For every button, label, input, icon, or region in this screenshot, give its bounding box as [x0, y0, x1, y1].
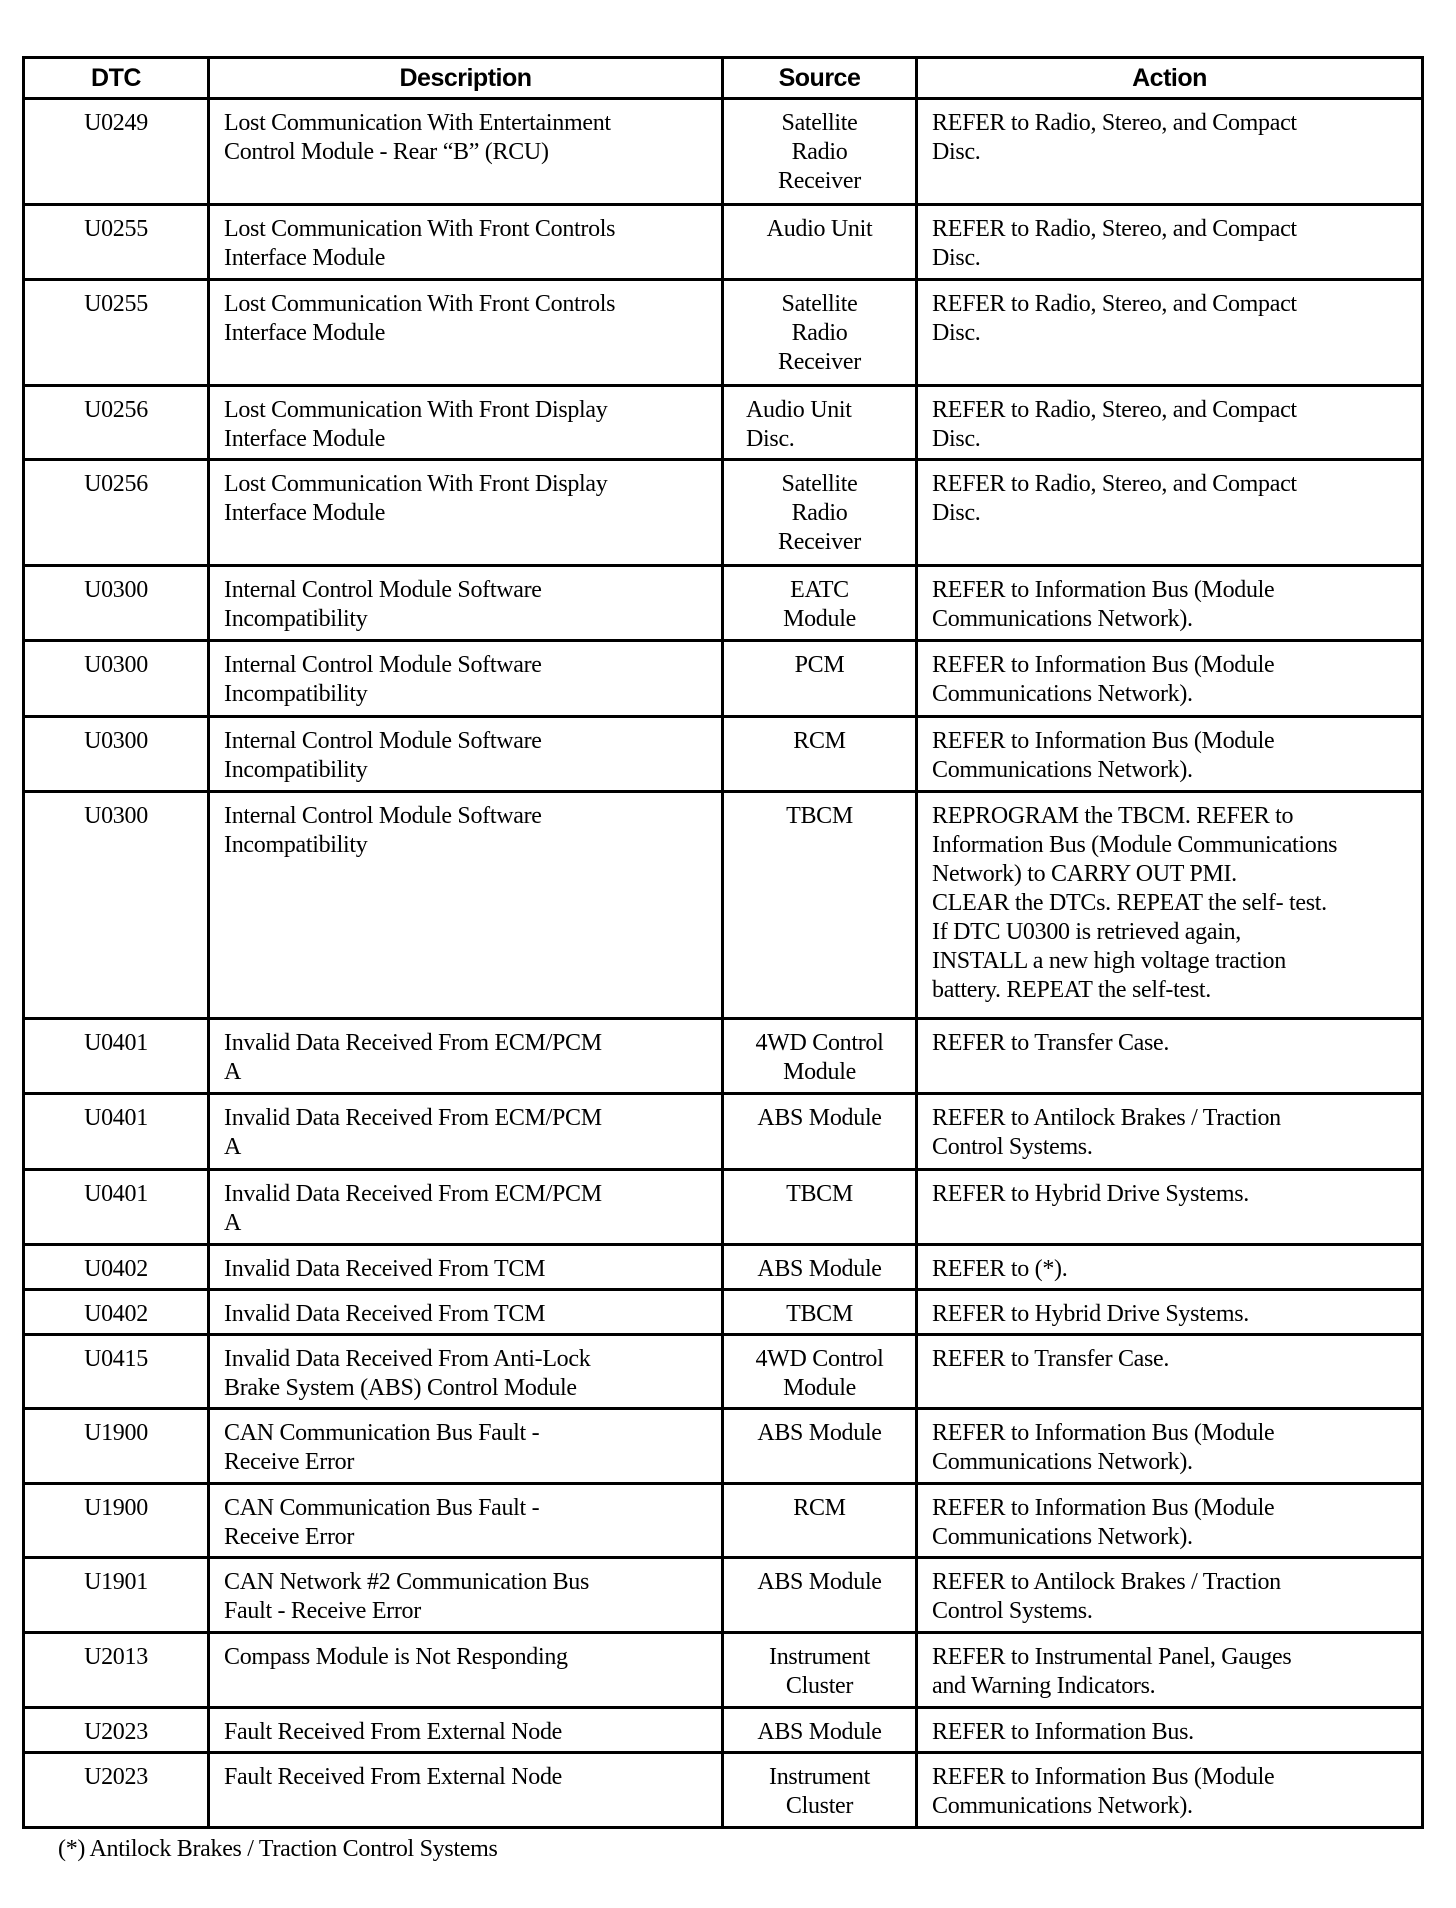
- table-row: [24, 717, 1423, 792]
- source-cell-line: 4WD Control: [755, 1346, 884, 1372]
- table-row: [24, 641, 1423, 717]
- description-cell-line: Internal Control Module Software: [224, 577, 542, 603]
- dtc-cell-line: U0300: [84, 652, 148, 678]
- table-row: [24, 1170, 1423, 1245]
- source-cell-line: Module: [783, 606, 856, 632]
- source-cell: [723, 792, 917, 1019]
- source-cell: [723, 1290, 917, 1335]
- dtc-cell: [24, 1245, 209, 1290]
- table-row: [24, 1633, 1423, 1708]
- description-cell-line: Incompatibility: [224, 757, 368, 783]
- source-cell: [723, 1019, 917, 1094]
- action-cell-line: battery. REPEAT the self-test.: [932, 977, 1211, 1003]
- dtc-cell: [24, 386, 209, 460]
- dtc-cell-line: U0402: [84, 1301, 148, 1327]
- dtc-cell: [24, 1335, 209, 1409]
- dtc-cell: [24, 460, 209, 566]
- dtc-cell-line: U1900: [84, 1420, 148, 1446]
- source-cell: [723, 386, 917, 460]
- action-cell: [917, 1558, 1423, 1633]
- dtc-cell-line: U0300: [84, 728, 148, 754]
- dtc-cell-line: U0401: [84, 1105, 148, 1131]
- source-cell-line: Instrument: [769, 1644, 870, 1670]
- description-cell-line: Fault Received From External Node: [224, 1719, 563, 1745]
- action-cell-line: Communications Network).: [932, 1449, 1193, 1475]
- action-cell-line: REFER to Instrumental Panel, Gauges: [932, 1644, 1292, 1670]
- action-cell-line: Communications Network).: [932, 757, 1193, 783]
- description-cell-line: Lost Communication With Front Controls: [224, 291, 616, 317]
- dtc-cell-line: U0401: [84, 1181, 148, 1207]
- table-body: [24, 99, 1423, 1828]
- description-cell-line: Lost Communication With Entertainment: [224, 110, 611, 136]
- source-cell-line: ABS Module: [757, 1105, 882, 1131]
- description-cell-line: Invalid Data Received From TCM: [224, 1301, 546, 1327]
- source-cell-line: 4WD Control: [755, 1030, 884, 1056]
- action-cell: [917, 1753, 1423, 1828]
- action-cell: [917, 1094, 1423, 1170]
- description-cell: [209, 1484, 723, 1558]
- source-cell-line: PCM: [794, 652, 845, 678]
- source-cell: [723, 1558, 917, 1633]
- action-cell-line: Disc.: [932, 320, 981, 346]
- table-row: [24, 792, 1423, 1019]
- dtc-cell-line: U2023: [84, 1764, 148, 1790]
- description-cell-line: Incompatibility: [224, 681, 368, 707]
- source-cell-line: Receiver: [778, 529, 861, 555]
- action-cell-line: Control Systems.: [932, 1134, 1093, 1160]
- action-cell: [917, 1484, 1423, 1558]
- description-cell-line: Invalid Data Received From ECM/PCM: [224, 1105, 602, 1131]
- action-cell-line: INSTALL a new high voltage traction: [932, 948, 1286, 974]
- source-cell-line: RCM: [793, 728, 846, 754]
- action-cell: [917, 1633, 1423, 1708]
- dtc-cell: [24, 792, 209, 1019]
- description-cell-line: Invalid Data Received From TCM: [224, 1256, 546, 1282]
- dtc-cell-line: U0249: [84, 110, 148, 136]
- table-row: [24, 460, 1423, 566]
- source-cell-line: TBCM: [786, 1301, 853, 1327]
- source-cell: [723, 1094, 917, 1170]
- table-row: [24, 1708, 1423, 1753]
- table-row: [24, 1753, 1423, 1828]
- action-cell-line: Disc.: [932, 426, 981, 452]
- source-cell-line: ABS Module: [757, 1719, 882, 1745]
- action-cell-line: REFER to Radio, Stereo, and Compact: [932, 216, 1297, 242]
- source-cell-line: ABS Module: [757, 1569, 882, 1595]
- dtc-cell-line: U1901: [84, 1569, 148, 1595]
- dtc-cell: [24, 280, 209, 386]
- source-cell: [723, 717, 917, 792]
- action-cell-line: REFER to Information Bus (Module: [932, 652, 1275, 678]
- dtc-cell: [24, 566, 209, 641]
- action-cell-line: REFER to Information Bus (Module: [932, 577, 1275, 603]
- dtc-cell-line: U0401: [84, 1030, 148, 1056]
- dtc-cell-line: U0256: [84, 471, 148, 497]
- action-cell-line: Network) to CARRY OUT PMI.: [932, 861, 1237, 887]
- action-cell-line: REFER to Radio, Stereo, and Compact: [932, 397, 1297, 423]
- description-cell: [209, 1170, 723, 1245]
- description-cell: [209, 566, 723, 641]
- dtc-cell-line: U0415: [84, 1346, 148, 1372]
- description-cell-line: Lost Communication With Front Display: [224, 471, 608, 497]
- dtc-cell: [24, 717, 209, 792]
- dtc-cell: [24, 1290, 209, 1335]
- dtc-cell-line: U2013: [84, 1644, 148, 1670]
- action-cell: [917, 1409, 1423, 1484]
- source-cell-line: Module: [783, 1375, 856, 1401]
- table-row: [24, 1484, 1423, 1558]
- description-cell-line: Incompatibility: [224, 832, 368, 858]
- description-cell-line: A: [224, 1210, 242, 1236]
- description-cell: [209, 99, 723, 205]
- dtc-cell: [24, 1558, 209, 1633]
- table-row: [24, 205, 1423, 280]
- source-cell-line: Radio: [791, 139, 848, 165]
- dtc-table: [22, 56, 1424, 1829]
- action-cell: [917, 1019, 1423, 1094]
- table-row: [24, 1245, 1423, 1290]
- action-cell-line: Disc.: [932, 139, 981, 165]
- description-cell: [209, 1019, 723, 1094]
- action-cell: [917, 1708, 1423, 1753]
- source-cell-line: Cluster: [785, 1673, 854, 1699]
- dtc-cell: [24, 1409, 209, 1484]
- action-cell-line: REFER to (*).: [932, 1256, 1068, 1282]
- source-cell: [723, 460, 917, 566]
- dtc-cell: [24, 205, 209, 280]
- action-cell-line: Information Bus (Module Communications: [932, 832, 1338, 858]
- description-cell-line: Incompatibility: [224, 606, 368, 632]
- description-cell-line: CAN Communication Bus Fault -: [224, 1495, 540, 1521]
- description-cell: [209, 641, 723, 717]
- action-cell-line: REFER to Information Bus (Module: [932, 1764, 1275, 1790]
- description-cell: [209, 1753, 723, 1828]
- header-dtc: DTC: [24, 58, 209, 99]
- source-cell: [723, 641, 917, 717]
- description-cell-line: Control Module - Rear “B” (RCU): [224, 139, 549, 165]
- action-cell: [917, 99, 1423, 205]
- description-cell: [209, 1558, 723, 1633]
- source-cell: [723, 1245, 917, 1290]
- dtc-cell-line: U0255: [84, 216, 148, 242]
- description-cell: [209, 1335, 723, 1409]
- description-cell-line: CAN Communication Bus Fault -: [224, 1420, 540, 1446]
- table-row: [24, 1019, 1423, 1094]
- header-row: [24, 58, 1423, 99]
- table-row: [24, 1335, 1423, 1409]
- source-cell-line: Instrument: [769, 1764, 870, 1790]
- action-cell-line: If DTC U0300 is retrieved again,: [932, 919, 1241, 945]
- table-row: [24, 386, 1423, 460]
- source-cell: [723, 1335, 917, 1409]
- description-cell-line: Brake System (ABS) Control Module: [224, 1375, 577, 1401]
- description-cell-line: Internal Control Module Software: [224, 728, 542, 754]
- source-cell: [723, 1409, 917, 1484]
- table-row: [24, 280, 1423, 386]
- dtc-cell-line: U0402: [84, 1256, 148, 1282]
- table-row: [24, 1094, 1423, 1170]
- dtc-cell-line: U0255: [84, 291, 148, 317]
- description-cell: [209, 1290, 723, 1335]
- description-cell-line: Invalid Data Received From ECM/PCM: [224, 1181, 602, 1207]
- source-cell: [723, 280, 917, 386]
- source-cell-line: Audio Unit: [746, 397, 852, 423]
- description-cell-line: Lost Communication With Front Controls: [224, 216, 616, 242]
- description-cell-line: Receive Error: [224, 1449, 355, 1475]
- source-cell: [723, 1484, 917, 1558]
- dtc-cell-line: U1900: [84, 1495, 148, 1521]
- description-cell-line: Interface Module: [224, 426, 386, 452]
- table-row: [24, 1558, 1423, 1633]
- description-cell: [209, 460, 723, 566]
- description-cell-line: Compass Module is Not Responding: [224, 1644, 568, 1670]
- source-cell-line: Radio: [791, 500, 848, 526]
- action-cell: [917, 641, 1423, 717]
- action-cell: [917, 1170, 1423, 1245]
- source-cell-line: TBCM: [786, 803, 853, 829]
- action-cell: [917, 386, 1423, 460]
- dtc-cell-line: U2023: [84, 1719, 148, 1745]
- action-cell-line: Communications Network).: [932, 1793, 1193, 1819]
- action-cell-line: REFER to Transfer Case.: [932, 1346, 1170, 1372]
- dtc-cell: [24, 1170, 209, 1245]
- dtc-cell-line: U0300: [84, 577, 148, 603]
- action-cell: [917, 1335, 1423, 1409]
- description-cell-line: A: [224, 1059, 242, 1085]
- header-description: Description: [209, 58, 723, 99]
- action-cell-line: REFER to Radio, Stereo, and Compact: [932, 291, 1297, 317]
- action-cell: [917, 792, 1423, 1019]
- source-cell-line: Module: [783, 1059, 856, 1085]
- source-cell: [723, 1170, 917, 1245]
- action-cell-line: REFER to Radio, Stereo, and Compact: [932, 471, 1297, 497]
- dtc-cell: [24, 1633, 209, 1708]
- source-cell-line: ABS Module: [757, 1420, 882, 1446]
- header-action: Action: [917, 58, 1423, 99]
- action-cell: [917, 280, 1423, 386]
- action-cell-line: Communications Network).: [932, 681, 1193, 707]
- source-cell: [723, 99, 917, 205]
- action-cell-line: Communications Network).: [932, 1524, 1193, 1550]
- action-cell-line: Control Systems.: [932, 1598, 1093, 1624]
- source-cell: [723, 205, 917, 280]
- description-cell: [209, 280, 723, 386]
- description-cell-line: Invalid Data Received From ECM/PCM: [224, 1030, 602, 1056]
- dtc-cell-line: U0300: [84, 803, 148, 829]
- source-cell-line: Receiver: [778, 349, 861, 375]
- source-cell-line: Satellite: [781, 471, 858, 497]
- description-cell: [209, 1094, 723, 1170]
- description-cell-line: Interface Module: [224, 245, 386, 271]
- footnote: (*) Antilock Brakes / Traction Control Systems: [58, 1836, 498, 1862]
- source-cell-line: ABS Module: [757, 1256, 882, 1282]
- dtc-cell: [24, 1019, 209, 1094]
- action-cell-line: REFER to Information Bus.: [932, 1719, 1194, 1745]
- table-row: [24, 1409, 1423, 1484]
- source-cell-line: Satellite: [781, 291, 858, 317]
- action-cell-line: Communications Network).: [932, 606, 1193, 632]
- source-cell-line: TBCM: [786, 1181, 853, 1207]
- dtc-cell: [24, 1094, 209, 1170]
- description-cell: [209, 1409, 723, 1484]
- description-cell: [209, 792, 723, 1019]
- description-cell: [209, 386, 723, 460]
- source-cell-line: Receiver: [778, 168, 861, 194]
- source-cell: [723, 1708, 917, 1753]
- dtc-cell: [24, 1753, 209, 1828]
- dtc-cell: [24, 1708, 209, 1753]
- action-cell-line: Disc.: [932, 245, 981, 271]
- source-cell: [723, 1753, 917, 1828]
- description-cell: [209, 205, 723, 280]
- action-cell-line: REFER to Hybrid Drive Systems.: [932, 1181, 1250, 1207]
- source-cell: [723, 1633, 917, 1708]
- header-source: Source: [723, 58, 917, 99]
- action-cell: [917, 460, 1423, 566]
- description-cell-line: Interface Module: [224, 320, 386, 346]
- action-cell-line: REFER to Information Bus (Module: [932, 728, 1275, 754]
- action-cell-line: REFER to Hybrid Drive Systems.: [932, 1301, 1250, 1327]
- action-cell-line: CLEAR the DTCs. REPEAT the self- test.: [932, 890, 1327, 916]
- source-cell-line: Radio: [791, 320, 848, 346]
- action-cell-line: REFER to Radio, Stereo, and Compact: [932, 110, 1297, 136]
- action-cell-line: REFER to Information Bus (Module: [932, 1495, 1275, 1521]
- description-cell-line: A: [224, 1134, 242, 1160]
- dtc-cell: [24, 99, 209, 205]
- action-cell-line: REPROGRAM the TBCM. REFER to: [932, 803, 1294, 829]
- description-cell-line: Interface Module: [224, 500, 386, 526]
- table-row: [24, 566, 1423, 641]
- dtc-cell: [24, 641, 209, 717]
- description-cell-line: Lost Communication With Front Display: [224, 397, 608, 423]
- description-cell: [209, 1708, 723, 1753]
- action-cell-line: REFER to Information Bus (Module: [932, 1420, 1275, 1446]
- dtc-cell-line: U0256: [84, 397, 148, 423]
- source-cell-line: RCM: [793, 1495, 846, 1521]
- action-cell: [917, 1290, 1423, 1335]
- table-row: [24, 1290, 1423, 1335]
- action-cell: [917, 205, 1423, 280]
- action-cell-line: REFER to Antilock Brakes / Traction: [932, 1569, 1281, 1595]
- description-cell-line: Invalid Data Received From Anti-Lock: [224, 1346, 591, 1372]
- description-cell-line: Fault - Receive Error: [224, 1598, 421, 1624]
- source-cell: [723, 566, 917, 641]
- description-cell: [209, 1245, 723, 1290]
- action-cell: [917, 566, 1423, 641]
- description-cell-line: Internal Control Module Software: [224, 652, 542, 678]
- description-cell-line: Receive Error: [224, 1524, 355, 1550]
- action-cell: [917, 1245, 1423, 1290]
- table-row: [24, 99, 1423, 205]
- source-cell-line: Audio Unit: [766, 216, 873, 242]
- action-cell-line: Disc.: [932, 500, 981, 526]
- action-cell: [917, 717, 1423, 792]
- action-cell-line: REFER to Antilock Brakes / Traction: [932, 1105, 1281, 1131]
- description-cell-line: Fault Received From External Node: [224, 1764, 563, 1790]
- description-cell-line: Internal Control Module Software: [224, 803, 542, 829]
- description-cell: [209, 1633, 723, 1708]
- description-cell-line: CAN Network #2 Communication Bus: [224, 1569, 590, 1595]
- action-cell-line: and Warning Indicators.: [932, 1673, 1156, 1699]
- dtc-cell: [24, 1484, 209, 1558]
- source-cell-line: Disc.: [746, 426, 795, 452]
- description-cell: [209, 717, 723, 792]
- source-cell-line: Satellite: [781, 110, 858, 136]
- source-cell-line: EATC: [790, 577, 849, 603]
- action-cell-line: REFER to Transfer Case.: [932, 1030, 1170, 1056]
- source-cell-line: Cluster: [785, 1793, 854, 1819]
